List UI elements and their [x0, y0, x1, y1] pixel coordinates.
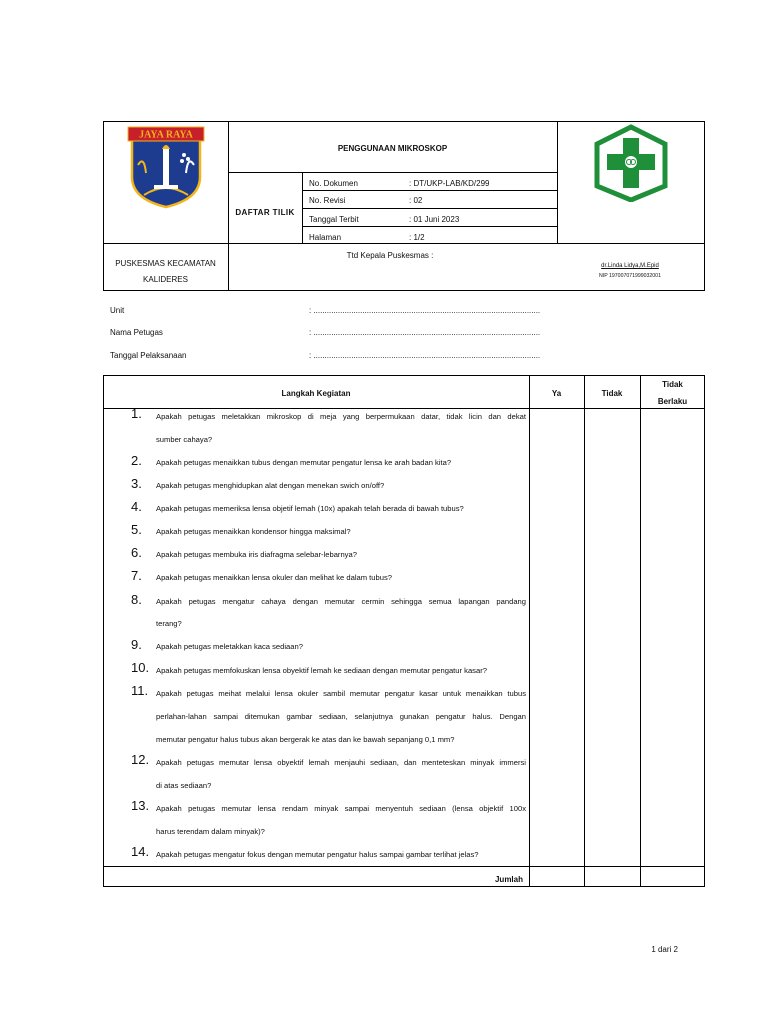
item-number: 7.	[131, 568, 142, 583]
page-number: 1 dari 2	[651, 945, 678, 954]
puskesmas-logo	[594, 124, 668, 202]
signer-name: dr.Linda Lidya,M.Epid	[601, 263, 659, 269]
table-divider	[103, 866, 705, 867]
item-text: Apakah petugas menaikkan kondensor hingga maksimal?	[156, 527, 351, 536]
header-divider	[302, 208, 557, 209]
item-number: 4.	[131, 499, 142, 514]
header-divider	[302, 226, 557, 227]
field-value: : ......................................................................................................	[309, 328, 541, 337]
logo-motto: JAYA RAYA	[139, 129, 193, 141]
signature-title: Ttd Kepala Puskesmas :	[346, 251, 434, 260]
field-value: : ......................................................................................................	[309, 351, 541, 360]
field-value: : ......................................................................................................	[309, 306, 541, 315]
column-header-na: Tidak	[662, 380, 683, 389]
column-header-no: Tidak	[601, 389, 623, 398]
item-text: Apakah petugas mengatur cahaya dengan memutar cermin sehingga semua lapangan pandang	[156, 597, 526, 606]
field-label: Unit	[110, 306, 125, 315]
item-number: 12.	[131, 752, 150, 767]
institution-name: PUSKESMAS KECAMATAN	[115, 259, 216, 268]
item-text: Apakah petugas memutar lensa obyektif lemah menjauhi sediaan, dan menteteskan minyak immersi	[156, 758, 526, 767]
field-label: Tanggal Pelaksanaan	[110, 351, 187, 360]
item-text: Apakah petugas menghidupkan alat dengan menekan swich on/off?	[156, 481, 385, 490]
item-number: 11.	[131, 683, 149, 698]
item-number: 13.	[131, 798, 150, 813]
column-header-yes: Ya	[551, 389, 562, 398]
item-number: 1.	[131, 406, 142, 421]
item-text: Apakah petugas memutar lensa rendam minyak sampai menyentuh sediaan (lensa objektif 100x	[156, 804, 526, 813]
table-divider	[529, 375, 530, 887]
header-divider	[557, 121, 558, 243]
item-text: Apakah petugas meihat melalui lensa okuler sambil memutar pengatur kasar untuk menaikkan tubus	[156, 689, 526, 698]
item-number: 9.	[131, 637, 142, 652]
meta-label: No. Dokumen	[309, 179, 358, 188]
item-number: 10.	[131, 660, 150, 675]
signer-nip: NIP 197007071999032001	[599, 273, 661, 279]
meta-value: : 02	[409, 196, 423, 205]
meta-label: No. Revisi	[309, 196, 346, 205]
header-divider	[302, 190, 557, 191]
item-text: Apakah petugas mengatur fokus dengan memutar pengatur halus sampai gambar terlihat jelas?	[156, 850, 479, 859]
item-number: 5.	[131, 522, 142, 537]
item-text: sumber cahaya?	[156, 435, 213, 444]
document-type: DAFTAR TILIK	[235, 208, 295, 217]
item-text: Apakah petugas meletakkan mikroskop di meja yang berpermukaan datar, tidak licin dan dekat	[156, 412, 526, 421]
meta-value: : 01 Juni 2023	[409, 215, 460, 224]
item-text: Apakah petugas meletakkan kaca sediaan?	[156, 642, 303, 651]
header-divider	[103, 243, 705, 244]
meta-label: Halaman	[309, 233, 342, 242]
document-title: PENGGUNAAN MIKROSKOP	[337, 144, 448, 153]
column-header-na: Berlaku	[657, 397, 688, 406]
item-number: 3.	[131, 476, 142, 491]
institution-name: KALIDERES	[143, 275, 188, 284]
table-divider	[640, 375, 641, 887]
item-text: memutar pengatur halus tubus akan bergerak ke atas dan ke bawah sepanjang 0,1 mm?	[156, 735, 455, 744]
item-text: Apakah petugas memfokuskan lensa obyektif lemah ke sediaan dengan memutar pengatur kasar?	[156, 666, 487, 675]
item-text: perlahan-lahan sampai ditemukan gambar sediaan, selanjutnya gunakan pengatur halus. Dengan	[156, 712, 526, 721]
item-text: Apakah petugas menaikkan lensa okuler dan melihat ke dalam tubus?	[156, 573, 392, 582]
jakarta-logo	[126, 125, 206, 209]
item-number: 14.	[131, 844, 150, 859]
item-text: terang?	[156, 619, 182, 628]
column-header-activity: Langkah Kegiatan	[281, 389, 351, 398]
field-label: Nama Petugas	[110, 328, 163, 337]
meta-value: : DT/UKP-LAB/KD/299	[409, 179, 490, 188]
item-number: 2.	[131, 453, 142, 468]
meta-label: Tanggal Terbit	[309, 215, 359, 224]
meta-value: : 1/2	[409, 233, 425, 242]
item-text: di atas sediaan?	[156, 781, 212, 790]
item-text: Apakah petugas menaikkan tubus dengan memutar pengatur lensa ke arah badan kita?	[156, 458, 452, 467]
header-divider	[228, 172, 557, 173]
item-text: harus terendam dalam minyak)?	[156, 827, 265, 836]
item-number: 8.	[131, 592, 142, 607]
item-text: Apakah petugas membuka iris diafragma selebar-lebarnya?	[156, 550, 357, 559]
item-text: Apakah petugas memeriksa lensa objetif lemah (10x) apakah telah berada di bawah tubus?	[156, 504, 464, 513]
item-number: 6.	[131, 545, 142, 560]
table-divider	[584, 375, 585, 887]
total-label: Jumlah	[494, 875, 523, 884]
